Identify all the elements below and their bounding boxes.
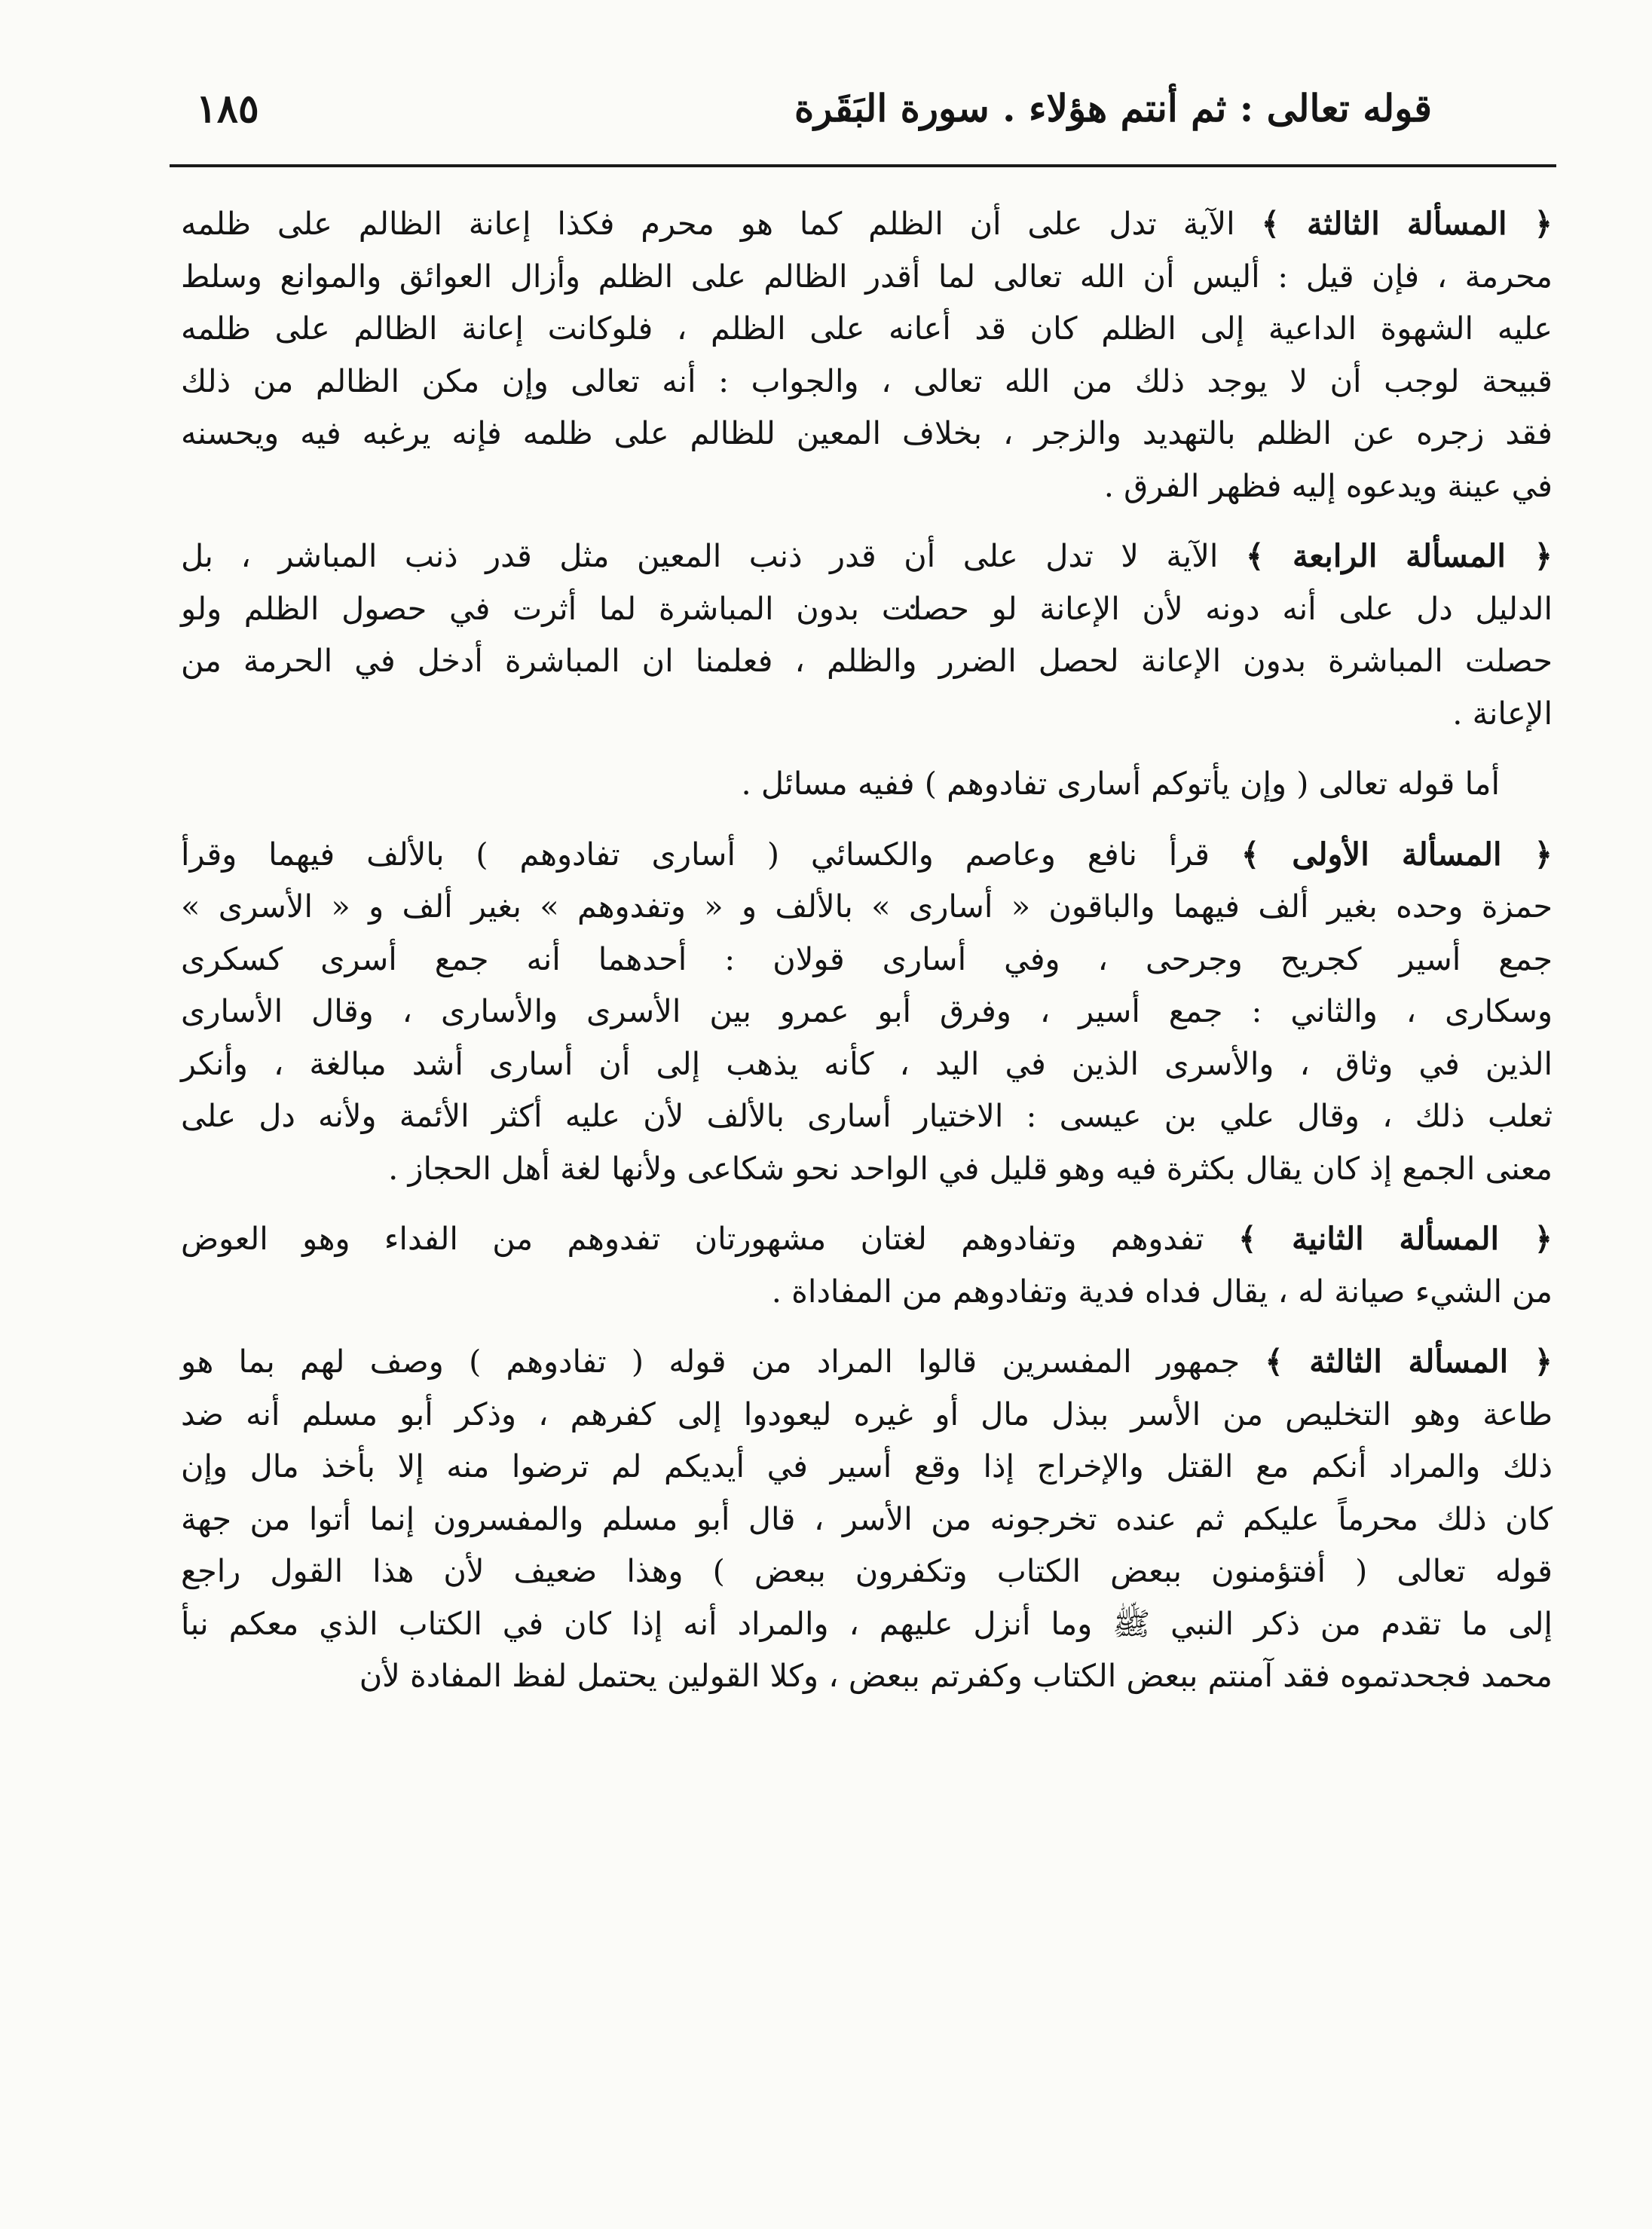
text-line [181,460,1553,512]
paragraph [181,757,1500,810]
main-text [181,197,1553,1720]
text-line [181,828,1553,881]
line-text: طاعة وهو التخليص من الأسر ببذل مال أو غيره ليعودوا إلى كفرهم ، وذكر أبو مسلم أنه ضد [181,1395,1553,1432]
line-text: محرمة ، فإن قيل : أليس أن الله تعالى لما أقدر الظالم على الظلم وأزال العوائق والموانع وسلط [181,257,1553,295]
line-text: ذلك والمراد أنكم مع القتل والإخراج إذا وقع أسير في أيديكم لم ترضوا منه إلا بأخذ مال وإن [181,1448,1553,1484]
text-line [181,1090,1553,1142]
line-text: من الشيء صيانة له ، يقال فداه فدية وتفادوهم من المفاداة . [771,1272,1553,1310]
paragraph [181,1335,1553,1702]
text-line [181,1440,1553,1493]
text-line [181,407,1553,460]
section-heading: ﴿ المسألة الثانية ﴾ [1238,1220,1553,1257]
text-line [181,1493,1553,1546]
line-text: وسكارى ، والثاني : جمع أسير ، وفرق أبو عمرو بين الأسرى والأسارى ، وقال الأسارى [181,992,1553,1029]
section-heading: ﴿ المسألة الثالثة ﴾ [1261,205,1553,242]
line-text: الإعانة . [1452,694,1553,732]
text-line [181,1650,1553,1702]
line-text: معنى الجمع إذ كان يقال بكثرة فيه وهو قليل في الواحد نحو شكاعى ولأنها لغة أهل الحجاز . [388,1149,1553,1187]
section-heading: ﴿ المسألة الثالثة ﴾ [1265,1343,1553,1380]
header-divider [170,164,1556,167]
line-text: إلى ما تقدم من ذكر النبي ﷺ وما أنزل عليهم ، والمراد أنه إذا كان في الكتاب الذي معكم نبأ [181,1604,1553,1642]
text-line [181,985,1553,1038]
section-heading: ﴿ المسألة الرابعة ﴾ [1245,537,1553,574]
line-text: في عينة ويدعوه إليه فظهر الفرق . [1103,466,1553,504]
text-line [181,1388,1553,1441]
text-line [181,1545,1553,1598]
line-text: الآية تدل على أن الظلم كما هو محرم فكذا إعانة الظالم على ظلمه [181,205,1235,242]
line-text: أما قوله تعالى ( وإن يأتوكم أسارى تفادوهم ) ففيه مسائل . [741,765,1500,802]
text-line [181,687,1553,740]
line-text: الذين في وثاق ، والأسرى الذين في اليد ، كأنه يذهب إلى أن أسارى أشد مبالغة ، وأنكر [181,1044,1553,1082]
text-line [181,880,1553,933]
paragraph [181,828,1553,1195]
text-line [181,582,1553,635]
text-line [181,1038,1553,1090]
text-line [181,1265,1553,1318]
paragraph [181,530,1553,739]
text-line [181,302,1553,355]
line-text: ثعلب ذلك ، وقال علي بن عيسى : الاختيار أسارى بالألف لأن عليه أكثر الأئمة ولأنه دل على [181,1097,1553,1134]
line-text: تفدوهم وتفادوهم لغتان مشهورتان تفدوهم من الفداء وهو العوض [181,1220,1204,1257]
text-line [181,757,1500,810]
text-line [181,634,1553,687]
running-header [181,75,1553,158]
line-text: كان ذلك محرماً عليكم ثم عنده تخرجونه من الأسر ، قال أبو مسلم والمفسرون إنما أتوا من جهة [181,1500,1553,1537]
page-number: ١٨٥ [196,86,259,132]
text-line [181,1335,1553,1388]
line-text: قرأ نافع وعاصم والكسائي ( أسارى تفادوهم ) بالألف فيهما وقرأ [181,835,1210,873]
header-title: قوله تعالى : ثم أنتم هؤلاء . سورة البَقَرة [794,86,1432,130]
line-text: عليه الشهوة الداعية إلى الظلم كان قد أعانه على الظلم ، فلوكانت إعانة الظالم على ظلمه [181,310,1553,347]
text-line [181,355,1553,408]
text-line [181,1212,1553,1265]
text-line [181,1598,1553,1650]
line-text: فقد زجره عن الظلم بالتهديد والزجر ، بخلاف المعين للظالم على ظلمه فإنه يرغبه فيه ويحسنه [181,414,1553,451]
line-text: الدليل دل على أنه دونه لأن الإعانة لو حصلت بدون المباشرة لما أثرت في حصول الظلم ولو [181,589,1553,627]
paragraph [181,1212,1553,1317]
text-line [181,530,1553,582]
line-text: محمد فجحدتموه فقد آمنتم ببعض الكتاب وكفرتم ببعض ، وكلا القولين يحتمل لفظ المفادة لأن [359,1657,1553,1694]
line-text: جمع أسير كجريح وجرحى ، وفي أسارى قولان : أحدهما أنه جمع أسرى كسكرى [181,940,1553,977]
line-text: الآية لا تدل على أن قدر ذنب المعين مثل قدر ذنب المباشر ، بل [181,537,1219,574]
section-heading: ﴿ المسألة الأولى ﴾ [1241,835,1553,873]
paragraph [181,197,1553,512]
line-text: قوله تعالى ( أفتؤمنون ببعض الكتاب وتكفرون ببعض ) وهذا ضعيف لأن هذا القول راجع [181,1552,1553,1589]
text-line [181,933,1553,986]
text-line [181,197,1553,250]
line-text: قبيحة لوجب أن لا يوجد ذلك من الله تعالى ، والجواب : أنه تعالى وإن مكن الظالم من ذلك [181,362,1553,399]
line-text: حصلت المباشرة بدون الإعانة لحصل الضرر والظلم ، فعلمنا ان المباشرة أدخل في الحرمة من [181,642,1553,679]
text-line [181,250,1553,303]
text-line [181,1142,1553,1195]
line-text: حمزة وحده بغير ألف فيهما والباقون « أسارى » بالألف و « وتفدوهم » بغير ألف و « الأسرى » [181,888,1553,925]
line-text: جمهور المفسرين قالوا المراد من قوله ( تفادوهم ) وصف لهم بما هو [181,1343,1241,1380]
